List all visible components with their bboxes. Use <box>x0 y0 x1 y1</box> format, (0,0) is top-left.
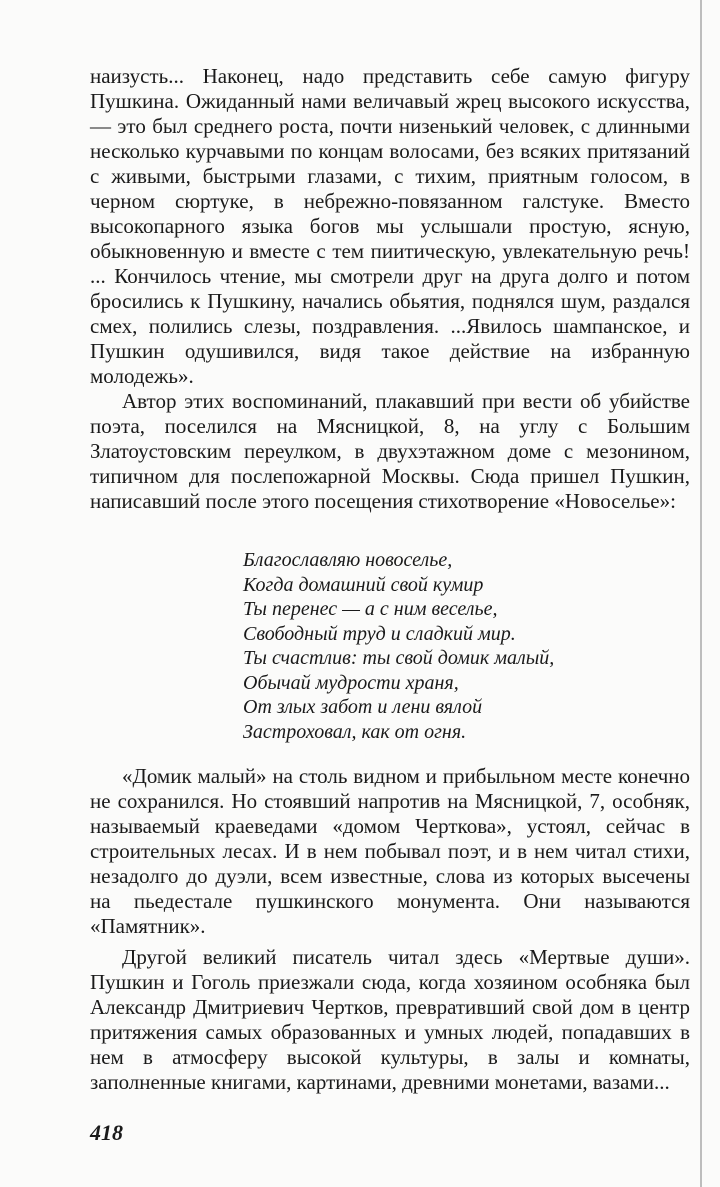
paragraph-quote-end: наизусть... Наконец, надо представить себе самую фигуру Пушкина. Ожиданный нами величавый жрец высокого искусства, — это был среднего роста, почти низенький человек, с длинными несколько курчавыми по концам волосами, без всяких притязаний с живыми, быстрыми глазами, с тихим, приятным голосом, в черном сюртуке, в небрежно-повязанном галстуке. Вместо высокопарного языка богов мы услышали простую, ясную, обыкновенную и вместе с тем пиитическую, увлекательную речь! ... Кончилось чтение, мы смотрели друг на друга долго и потом бросились к Пушкину, начались обьятия, поднялся шум, раздался смех, полились слезы, поздравления. ...Явилось шампанское, и Пушкин одушивился, видя такое действие на избранную молодежь». <box>90 64 690 388</box>
paragraph-memoir-author: Автор этих воспоминаний, плакавший при вести об убийстве поэта, поселился на Мясницкой, 8, на углу с Большим Златоустовским переулком, в двухэтажном доме с мезонином, типичном для послепожарной Москвы. Сюда пришел Пушкин, написавший после этого посещения стихотворение «Новоселье»: <box>90 389 690 513</box>
poem-line: Благославляю новоселье, <box>243 549 453 571</box>
poem-line: Ты перенес — а с ним веселье, <box>243 598 498 620</box>
poem-line: Свободный труд и сладкий мир. <box>243 622 516 645</box>
poem-novoselye <box>243 548 643 744</box>
poem-line: Обычай мудрости храня, <box>243 671 459 694</box>
paragraph-gogol: Другой великий писатель читал здесь «Мертвые души». Пушкин и Гоголь приезжали сюда, когда хозяином особняка был Александр Дмитриевич Чертков, превративший свой дом в центр притяжения самых образованных и умных людей, попадавших в нем в атмосферу высокой культуры, в залы и комнаты, заполненные книгами, картинами, древними монетами, вазами... <box>90 945 690 1094</box>
poem-line: От злых забот и лени вялой <box>243 696 483 718</box>
text-block-bottom <box>90 764 690 1095</box>
poem-line: Застроховал, как от огня. <box>243 720 467 743</box>
page-edge-line <box>700 0 702 1187</box>
poem-line: Когда домашний свой кумир <box>243 573 484 596</box>
paragraph-domik-malyi: «Домик малый» на столь видном и прибыльном месте конечно не сохранился. Но стоявший напротив на Мясницкой, 7, особняк, называемый краеведами «домом Черткова», устоял, сейчас в строительных лесах. И в нем побывал поэт, и в нем читал стихи, незадолго до дуэли, всем известные, слова из которых высечены на пьедестале пушкинского монумента. Они называются «Памятник». <box>90 764 690 938</box>
page-number: 418 <box>90 1120 123 1145</box>
text-block-top <box>90 64 690 514</box>
poem-line: Ты счастлив: ты свой домик малый, <box>243 647 555 669</box>
